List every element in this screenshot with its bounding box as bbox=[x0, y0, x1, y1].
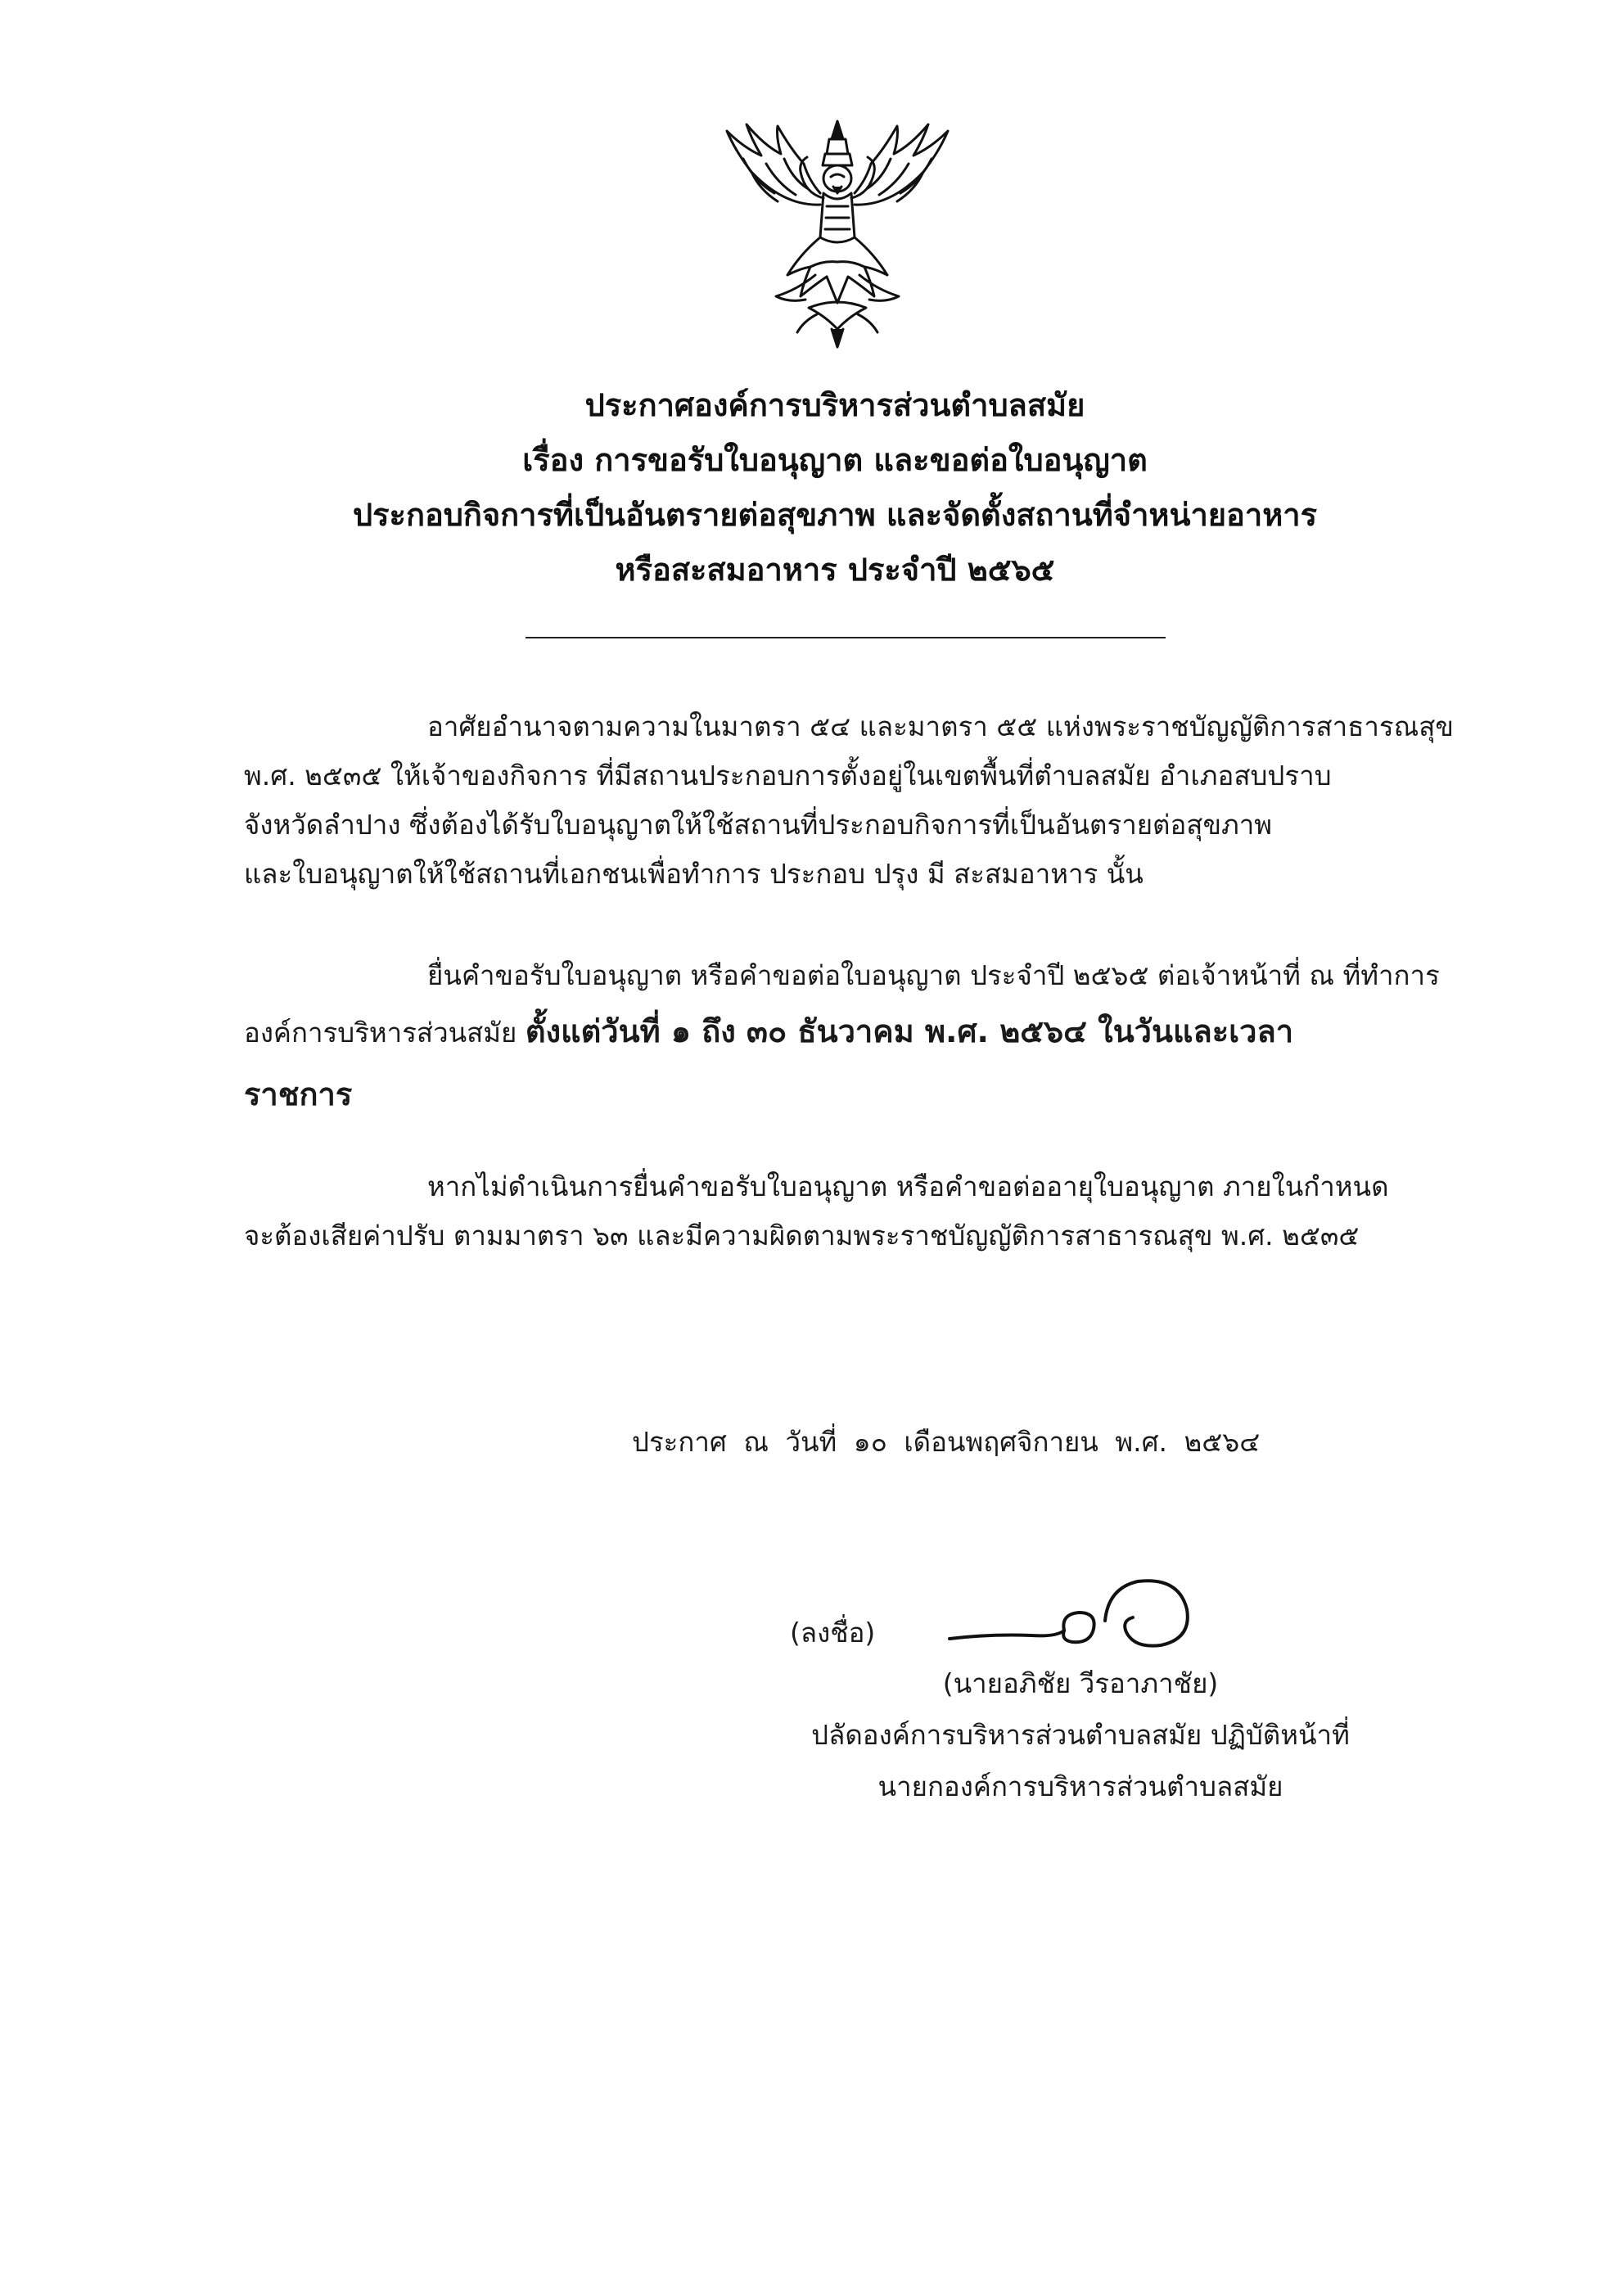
paragraph-line: หากไม่ดำเนินการยื่นคำขอรับใบอนุญาต หรือคำขอต่ออายุใบอนุญาต ภายในกำหนด bbox=[427, 1171, 1389, 1202]
submission-period: ตั้งแต่วันที่ ๑ ถึง ๓๐ ธันวาคม พ.ศ. ๒๕๖๔ ในวันและเวลา bbox=[525, 1013, 1294, 1049]
title-divider bbox=[526, 637, 1166, 638]
paragraph-penalty bbox=[244, 1162, 1439, 1261]
paragraph-line: และใบอนุญาตให้ใช้สถานที่เอกชนเพื่อทำการ ประกอบ ปรุง มี สะสมอาหาร นั้น bbox=[244, 858, 1144, 890]
garuda-emblem-icon bbox=[719, 115, 956, 352]
submission-period-continued: ราชการ bbox=[244, 1076, 353, 1112]
announcement-title bbox=[246, 378, 1424, 598]
paragraph-line: จะต้องเสียค่าปรับ ตามมาตรา ๖๓ และมีความผิดตามพระราชบัญญัติการสาธารณสุข พ.ศ. ๒๕๓๕ bbox=[244, 1220, 1360, 1252]
paragraph-line: อาศัยอำนาจตามความในมาตรา ๕๔ และมาตรา ๕๕ แห่งพระราชบัญญัติการสาธารณสุข bbox=[427, 710, 1454, 742]
paragraph-authority bbox=[244, 702, 1454, 899]
signer-name: (นายอภิชัย วีรอาภาชัย) bbox=[942, 1667, 1219, 1699]
title-line-3: ประกอบกิจการที่เป็นอันตรายต่อสุขภาพ และจัดตั้งสถานที่จำหน่ายอาหาร bbox=[353, 497, 1317, 533]
announcement-date: ประกาศ ณ วันที่ ๑๐ เดือนพฤศจิกายน พ.ศ. ๒๕๖๔ bbox=[632, 1426, 1261, 1458]
paragraph-line: ยื่นคำขอรับใบอนุญาต หรือคำขอต่อใบอนุญาต ประจำปี ๒๕๖๕ ต่อเจ้าหน้าที่ ณ ที่ทำการ bbox=[427, 959, 1440, 991]
handwritten-signature-icon bbox=[941, 1563, 1220, 1670]
paragraph-text: องค์การบริหารส่วนสมัย bbox=[244, 1017, 526, 1049]
signer-acting-position: นายกองค์การบริหารส่วนตำบลสมัย bbox=[877, 1770, 1283, 1802]
paragraph-line bbox=[244, 1000, 1439, 1064]
title-line-2: เรื่อง การขอรับใบอนุญาต และขอต่อใบอนุญาต bbox=[522, 442, 1148, 478]
title-line-4: หรือสะสมอาหาร ประจำปี ๒๕๖๕ bbox=[615, 552, 1055, 588]
sign-label: (ลงชื่อ) bbox=[790, 1617, 876, 1649]
signer-position: ปลัดองค์การบริหารส่วนตำบลสมัย ปฏิบัติหน้าที่ bbox=[811, 1719, 1350, 1751]
paragraph-line: จังหวัดลำปาง ซึ่งต้องได้รับใบอนุญาตให้ใช้สถานที่ประกอบกิจการที่เป็นอันตรายต่อสุขภาพ bbox=[244, 809, 1273, 841]
title-line-1: ประกาศองค์การบริหารส่วนตำบลสมัย bbox=[584, 387, 1085, 423]
paragraph-line: พ.ศ. ๒๕๓๕ ให้เจ้าของกิจการ ที่มีสถานประกอบการตั้งอยู่ในเขตพื้นที่ตำบลสมัย อำเภอสบปราบ bbox=[244, 760, 1332, 792]
paragraph-submission bbox=[244, 951, 1439, 1125]
